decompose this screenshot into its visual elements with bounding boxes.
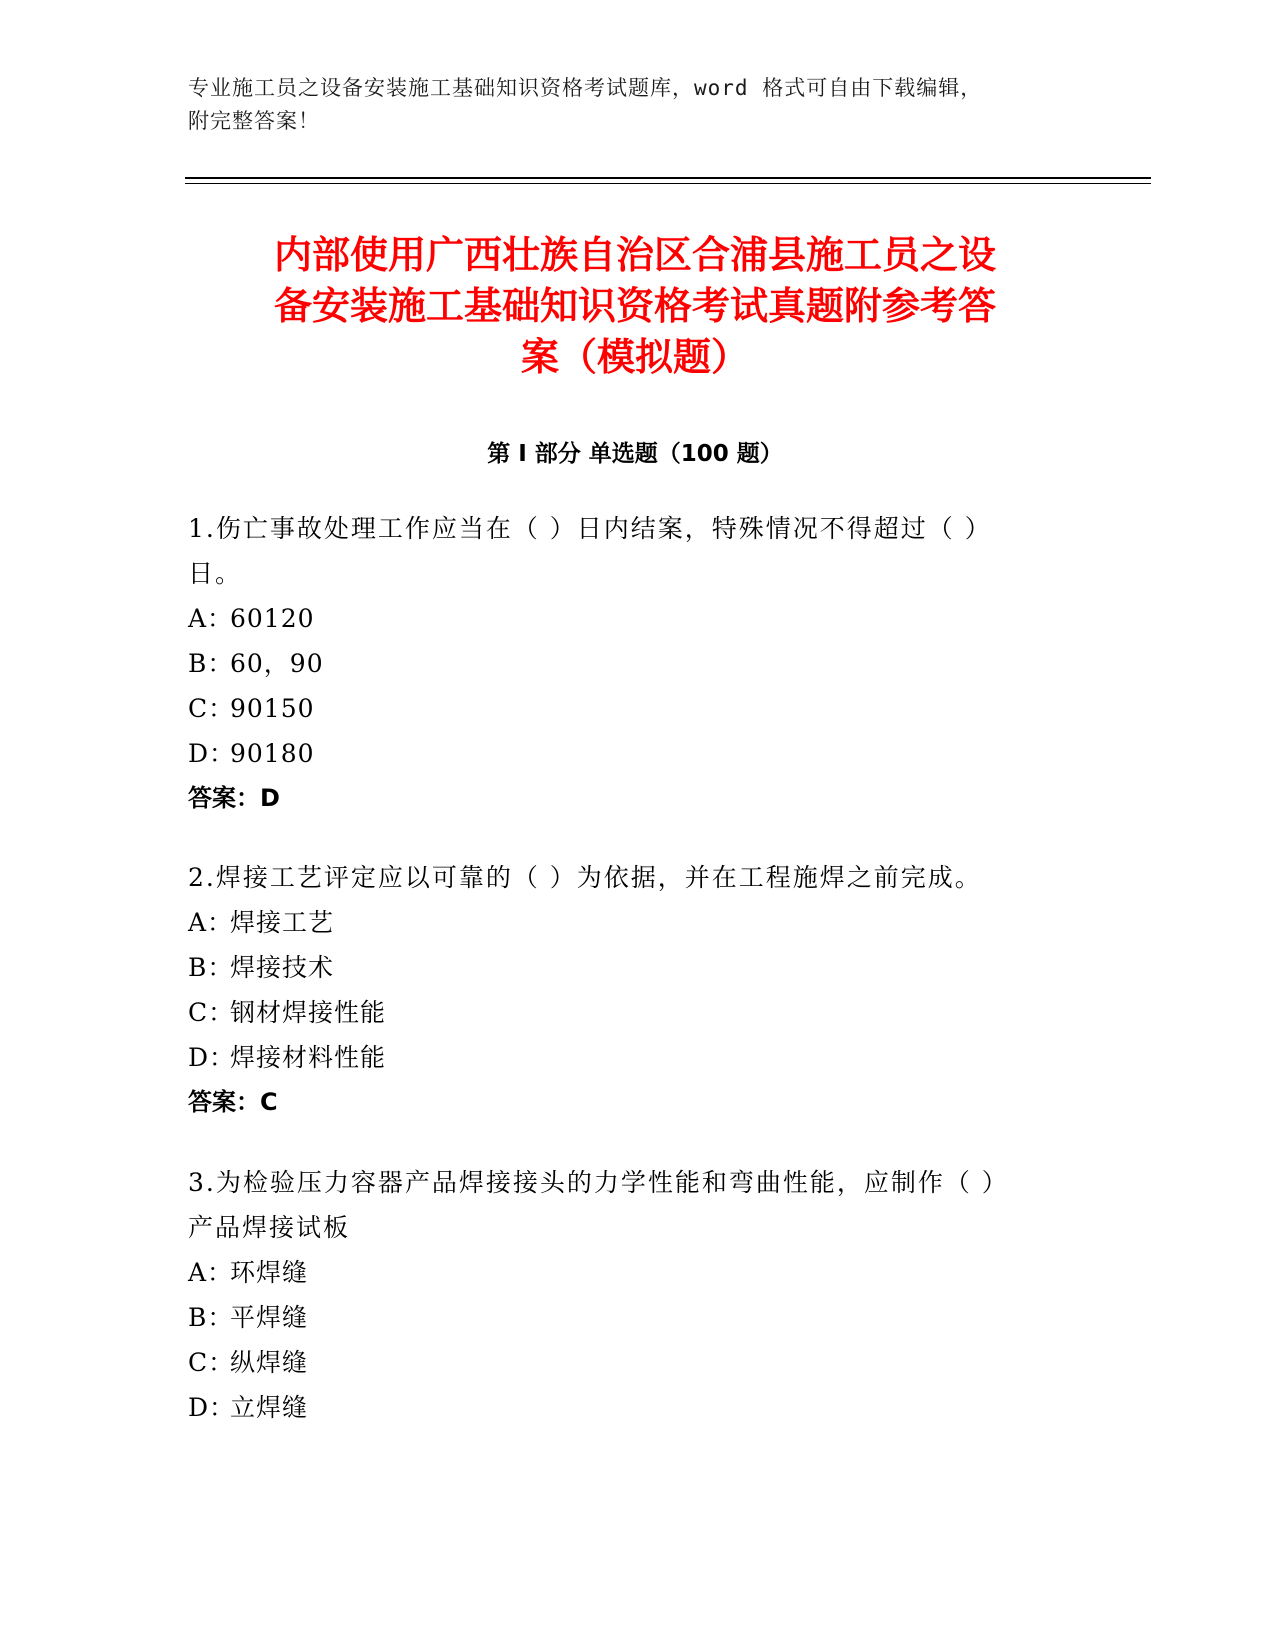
document-title-line-1: 内部使用广西壮族自治区合浦县施工员之设 [273, 233, 996, 277]
option-text: 焊接材料性能 [230, 1043, 387, 1072]
option-text: 90180 [230, 739, 315, 768]
question-3-option-c [188, 1340, 1068, 1385]
question-1-option-d [188, 731, 1068, 776]
option-text: 平焊缝 [230, 1303, 309, 1332]
question-2-option-c [188, 990, 1068, 1035]
header-note-line-1: 专业施工员之设备安装施工基础知识资格考试题库，word 格式可自由下载编辑， [188, 76, 983, 100]
header-note-line-2: 附完整答案！ [188, 109, 320, 133]
question-1-option-c [188, 686, 1068, 731]
option-letter: C： [188, 998, 235, 1027]
option-text: 焊接技术 [230, 953, 335, 982]
question-2-option-b [188, 945, 1068, 990]
option-letter: C： [188, 694, 235, 723]
option-letter: C： [188, 1348, 235, 1377]
option-text: 钢材焊接性能 [230, 998, 387, 1027]
document-title [185, 230, 1085, 383]
header-divider-thick [185, 177, 1151, 179]
option-letter: A： [188, 604, 234, 633]
option-letter: B： [188, 1303, 234, 1332]
option-text: 纵焊缝 [230, 1348, 309, 1377]
question-2-text-line-1: 2.焊接工艺评定应以可靠的（ ）为依据，并在工程施焊之前完成。 [188, 863, 982, 892]
option-text: 立焊缝 [230, 1393, 309, 1422]
option-letter: A： [188, 1258, 234, 1287]
question-3-text-line-1: 3.为检验压力容器产品焊接接头的力学性能和弯曲性能，应制作（ ） [188, 1168, 1009, 1197]
question-3 [188, 1160, 1068, 1430]
question-1-option-b [188, 641, 1068, 686]
question-2-option-d [188, 1035, 1068, 1080]
question-2-text [188, 855, 1068, 900]
option-letter: A： [188, 908, 234, 937]
question-1-text [188, 506, 1068, 596]
header-note [188, 72, 1088, 138]
question-3-text-line-2: 产品焊接试板 [188, 1213, 351, 1242]
option-text: 60120 [230, 604, 315, 633]
question-3-option-a [188, 1250, 1068, 1295]
question-3-text [188, 1160, 1068, 1250]
option-text: 环焊缝 [230, 1258, 309, 1287]
option-text: 焊接工艺 [230, 908, 335, 937]
section-title: 第 I 部分 单选题（100 题） [487, 441, 783, 467]
question-1-text-line-1: 1.伤亡事故处理工作应当在（ ）日内结案，特殊情况不得超过（ ） [188, 514, 992, 543]
option-letter: B： [188, 953, 234, 982]
option-letter: D： [188, 1043, 236, 1072]
question-2 [188, 855, 1068, 1125]
question-1-text-line-2: 日。 [188, 559, 243, 588]
option-text: 60，90 [230, 649, 324, 678]
question-2-option-a [188, 900, 1068, 945]
option-letter: D： [188, 1393, 236, 1422]
question-1 [188, 506, 1068, 821]
question-2-answer: 答案：C [188, 1088, 278, 1116]
option-letter: D： [188, 739, 236, 768]
document-title-line-2: 备安装施工基础知识资格考试真题附参考答 [273, 284, 996, 328]
option-text: 90150 [230, 694, 315, 723]
option-letter: B： [188, 649, 234, 678]
header-divider-thin [185, 183, 1151, 184]
question-3-option-d [188, 1385, 1068, 1430]
question-3-option-b [188, 1295, 1068, 1340]
document-title-line-3: 案（模拟题） [520, 335, 749, 379]
question-1-answer: 答案：D [188, 784, 280, 812]
question-1-option-a [188, 596, 1068, 641]
